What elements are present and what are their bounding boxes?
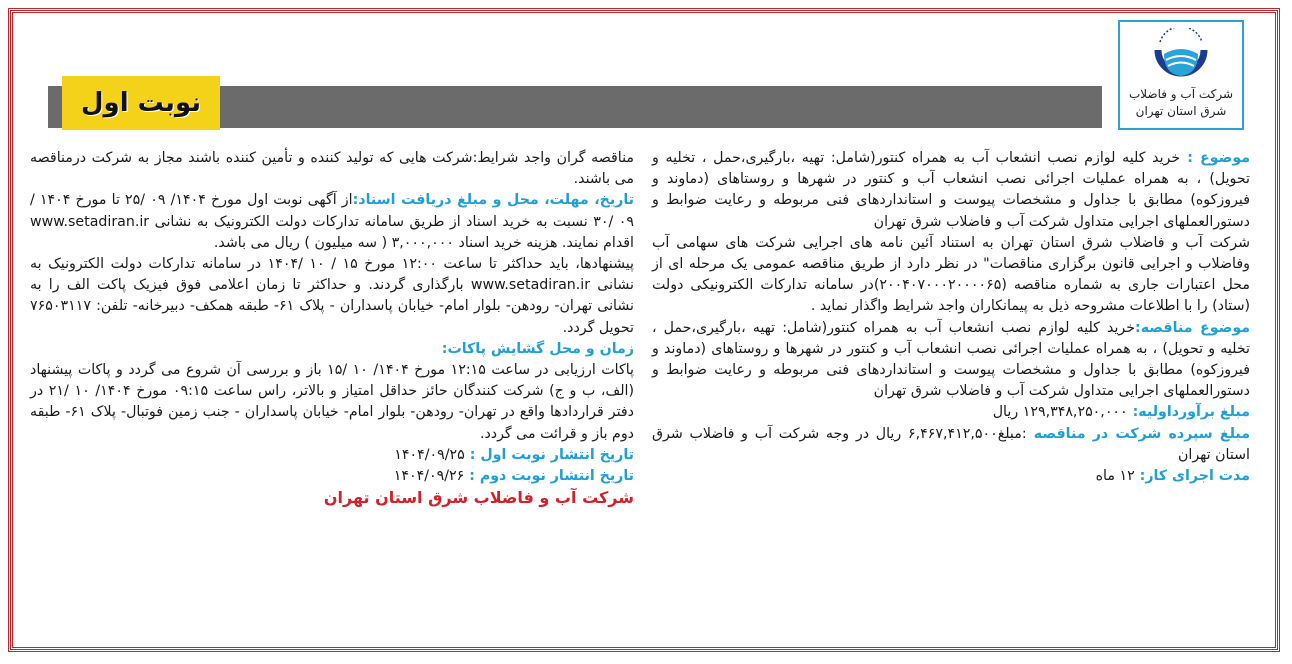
- opening-paragraph: پاکات ارزیابی در ساعت ۱۲:۱۵ مورخ ۱۴۰۴/ ۱۰ /۱۵ باز و بررسی آن شروع می گردد و پاکات پیشنهاد (الف، ب و ج) شرکت کنندگان حائز حداقل امتیاز و بالاتر، راس ساعت ۰۹:۱۵ مورخ ۱۴۰۴/ ۱۰ /۲۱ در دفتر قراردادها واقع در تهران- رودهن- بلوار امام- خیابان پاسداران - جنب زمین فوتبال- پلاک ۶۱- طبقه دوم باز و قرائت می گردد.: [30, 362, 634, 442]
- company-logo: [1118, 20, 1244, 130]
- subject-label: موضوع :: [1180, 150, 1250, 166]
- duration-value: ۱۲ ماه: [1095, 468, 1135, 485]
- subject-paragraph: [652, 148, 1250, 233]
- deposit-paragraph: [652, 424, 1250, 466]
- left-column: [30, 148, 634, 508]
- publish-date-1: [30, 445, 634, 466]
- publish-2-value: ۱۴۰۴/۰۹/۲۶: [393, 468, 465, 485]
- publish-date-2: [30, 466, 634, 487]
- subject-text: خرید کلیه لوازم نصب انشعاب آب به همراه کنتور(شامل: تهیه ،بارگیری،حمل ، تخلیه و تحویل) ، به همراه عملیات اجرائی نصب انشعاب آب و کنتور در شهرها و روستاهای (دماوند و فیروزکوه) مطابق با جداول و مشخصات پیوست و استانداردهای فنی مربوطه و رعایت ضوابط و دستورالعملهای اجرایی متداول شرکت آب و فاضلاب شرق تهران: [652, 150, 1250, 230]
- water-drop-logo-icon: [1150, 28, 1212, 86]
- documents-paragraph: [30, 190, 634, 254]
- logo-line-1: شرکت آب و فاضلاب: [1128, 87, 1234, 101]
- documents-text: از آگهی نوبت اول مورخ ۱۴۰۴/ ۰۹ /۲۵ تا مورخ ۱۴۰۴ / ۰۹ /۳۰ نسبت به خرید اسناد از طریق سامانه تدارکات دولت الکترونیک به نشانی www.setadiran.ir اقدام نمایند. هزینه خرید اسناد ۳,۰۰۰,۰۰۰ ( سه میلیون ) ریال می باشد.: [30, 192, 634, 251]
- tender-subject-paragraph: [652, 318, 1250, 403]
- documents-label: تاریخ، مهلت، محل و مبلغ دریافت اسناد:: [352, 192, 634, 209]
- logo-line-2: شرق استان تهران: [1135, 104, 1227, 118]
- duration-label: مدت اجرای کار:: [1134, 468, 1250, 485]
- eligibility-paragraph: مناقصه گران واجد شرایط:شرکت هایی که تولید کننده و تأمین کننده باشند مجاز به شرکت درمناقصه می باشند.: [30, 150, 634, 188]
- publish-1-label: تاریخ انتشار نوبت اول :: [464, 446, 634, 463]
- opening-label: زمان و محل گشایش پاکات:: [441, 340, 634, 357]
- estimate-line: [652, 402, 1250, 423]
- right-column: [652, 148, 1250, 487]
- publish-1-value: ۱۴۰۴/۰۹/۲۵: [394, 446, 465, 463]
- tender-subject-text: خرید کلیه لوازم نصب انشعاب آب به همراه کنتور(شامل: تهیه ،بارگیری،حمل ، تخلیه و تحویل) ، به همراه عملیات اجرائی نصب انشعاب آب و کنتور در شهرها و روستاهای (دماوند و فیروزکوه) مطابق با جداول و مشخصات پیوست و استانداردهای فنی مربوطه و رعایت ضوابط و دستورالعملهای اجرایی متداول شرکت آب و فاضلاب شرق تهران: [652, 319, 1250, 400]
- tender-subject-label: موضوع مناقصه:: [1135, 319, 1250, 336]
- publish-2-label: تاریخ انتشار نوبت دوم :: [464, 468, 634, 485]
- duration-line: [652, 466, 1250, 487]
- company-signature: شرکت آب و فاضلاب شرق استان تهران: [323, 488, 634, 508]
- deposit-text: :مبلغ۶,۴۶۷,۴۱۲,۵۰۰ ریال در وجه شرکت آب و فاضلاب شرق استان تهران: [652, 425, 1250, 463]
- deposit-label: مبلغ سپرده شرکت در مناقصه: [1026, 425, 1250, 442]
- estimate-value: ۱۲۹,۳۴۸,۲۵۰,۰۰۰ ریال: [992, 404, 1128, 421]
- badge-label: نوبت اول: [80, 88, 202, 118]
- estimate-label: مبلغ برآورداولیه:: [1127, 404, 1250, 421]
- intro-paragraph: شرکت آب و فاضلاب شرق استان تهران به استناد آئین نامه های اجرایی شرکت های سهامی آب وفاضلاب و اجرایی قانون برگزاری مناقصات" در نظر دارد از طریق مناقصه عمومی یک مرحله ای از محل اعتبارات جاری به شماره مناقصه (۲۰۰۴۰۷۰۰۰۲۰۰۰۰۶۵)در سامانه تدارکات الکترونیکی دولت (ستاد) را با اطلاعات مشروحه ذیل به پیمانکاران واجد شرایط واگذار نماید .: [652, 234, 1250, 315]
- proposals-paragraph: پیشنهادها، باید حداکثر تا ساعت ۱۲:۰۰ مورخ ۱۵ / ۱۰ /۱۴۰۴ در سامانه تدارکات دولت الکترونیک به نشانی www.setadiran.ir بارگذاری گردند. و حداکثر تا زمان اعلامی فوق فیزیک پاکت الف را به نشانی تهران- رودهن- بلوار امام- خیابان پاسداران - پلاک ۶۱- طبقه همکف- دبیرخانه- تلفن: ۷۶۵۰۳۱۱۷ تحویل گردد.: [30, 256, 635, 336]
- notice-round-badge: [62, 76, 220, 130]
